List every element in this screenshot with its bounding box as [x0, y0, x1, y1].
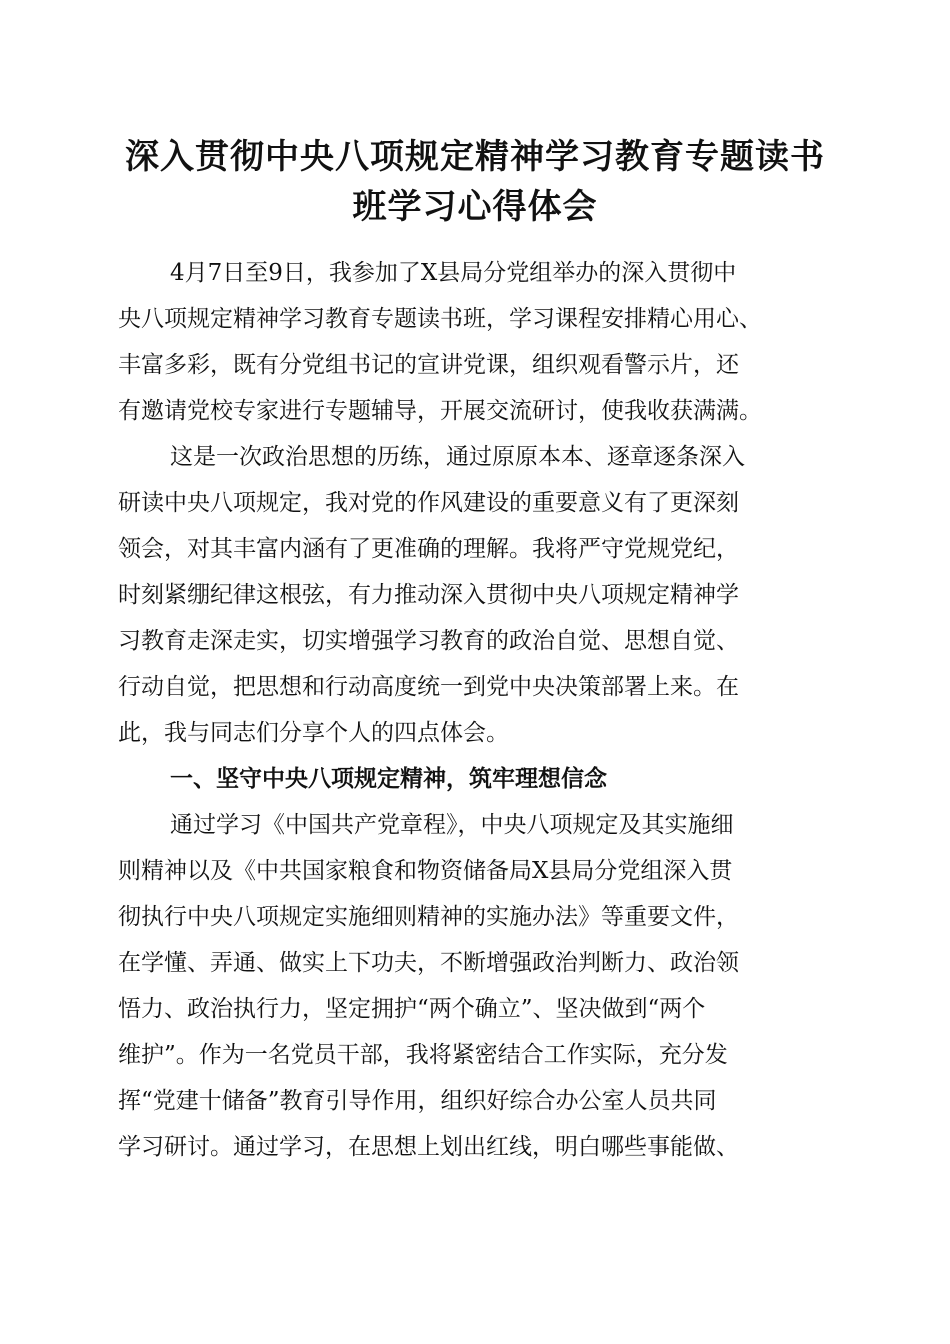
paragraph-3-line-8: 学习研讨。通过学习，在思想上划出红线，明白哪些事能做、 — [118, 1134, 739, 1160]
paragraph-3-line-2: 则精神以及《中共国家粮食和物资储备局X县局分党组深入贯 — [118, 858, 733, 884]
section-heading-1: 一、坚守中央八项规定精神，筑牢理想信念 — [170, 766, 607, 792]
paragraph-2-line-1: 这是一次政治思想的历练，通过原原本本、逐章逐条深入 — [170, 444, 745, 470]
paragraph-1-line-1: 4月7日至9日，我参加了X县局分党组举办的深入贯彻中 — [170, 260, 737, 286]
paragraph-3-line-6: 维护”。作为一名党员干部，我将紧密结合工作实际，充分发 — [118, 1042, 728, 1068]
paragraph-3-line-4: 在学懂、弄通、做实上下功夫，不断增强政治判断力、政治领 — [118, 950, 739, 976]
paragraph-2-line-7: 此，我与同志们分享个人的四点体会。 — [118, 720, 509, 746]
document-title-line-2: 班学习心得体会 — [352, 187, 598, 227]
paragraph-1-line-3: 丰富多彩，既有分党组书记的宣讲党课，组织观看警示片，还 — [118, 352, 739, 378]
paragraph-2-line-6: 行动自觉，把思想和行动高度统一到党中央决策部署上来。在 — [118, 674, 739, 700]
document-title — [110, 132, 840, 232]
paragraph-3-line-7: 挥“党建十储备”教育引导作用，组织好综合办公室人员共同 — [118, 1088, 717, 1114]
paragraph-1-line-4: 有邀请党校专家进行专题辅导，开展交流研讨，使我收获满满。 — [118, 398, 762, 424]
paragraph-3-line-1: 通过学习《中国共产党章程》，中央八项规定及其实施细 — [170, 812, 734, 838]
document-title-line-1: 深入贯彻中央八项规定精神学习教育专题读书 — [125, 137, 825, 177]
paragraph-3-line-5: 悟力、政治执行力，坚定拥护“两个确立”、坚决做到“两个 — [118, 996, 706, 1022]
paragraph-2-line-3: 领会，对其丰富内涵有了更准确的理解。我将严守党规党纪， — [118, 536, 739, 562]
document-body — [118, 250, 844, 1170]
paragraph-2-line-2: 研读中央八项规定，我对党的作风建设的重要意义有了更深刻 — [118, 490, 739, 516]
paragraph-3-line-3: 彻执行中央八项规定实施细则精神的实施办法》等重要文件， — [118, 904, 739, 930]
paragraph-1-line-2: 央八项规定精神学习教育专题读书班，学习课程安排精心用心、 — [118, 306, 762, 332]
paragraph-2-line-5: 习教育走深走实，切实增强学习教育的政治自觉、思想自觉、 — [118, 628, 739, 654]
paragraph-2-line-4: 时刻紧绷纪律这根弦，有力推动深入贯彻中央八项规定精神学 — [118, 582, 739, 608]
